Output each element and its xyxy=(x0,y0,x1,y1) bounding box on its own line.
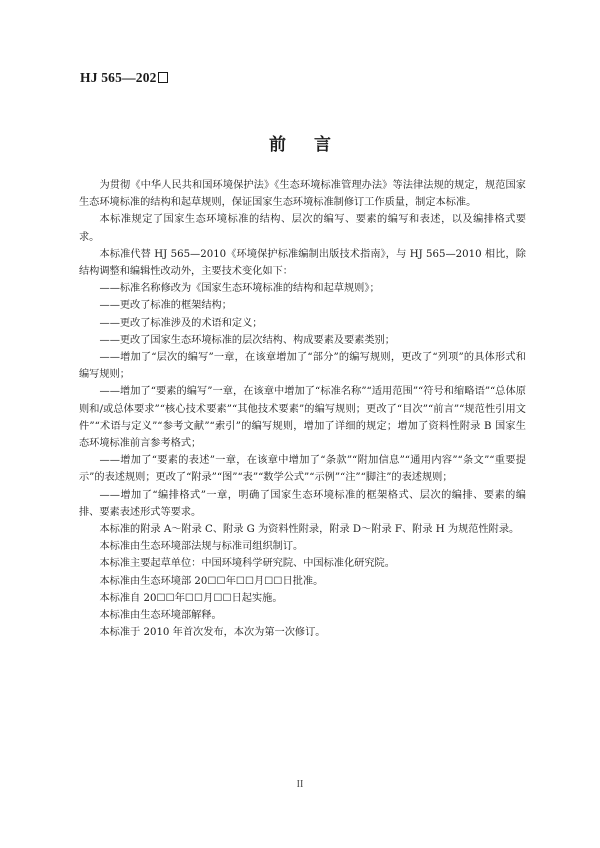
paragraph-history: 本标准于 2010 年首次发布，本次为第一次修订。 xyxy=(99,627,326,639)
paragraph-drafters: 本标准主要起草单位：中国环境科学研究院、中国标准化研究院。 xyxy=(99,558,395,570)
standard-code-text: HJ 565—202 xyxy=(80,70,157,85)
page-number: II xyxy=(296,779,304,790)
change-item: ——增加了“编排格式”一章，明确了国家生态环境标准的框架格式、层次的编排、要素的编排、要素表述形式等要求。 xyxy=(79,489,526,518)
change-item: ——增加了“层次的编写”一章，在该章增加了“部分”的编写规则，更改了“列项”的具体形式和编写规则； xyxy=(79,352,526,381)
paragraph-effective-date: 本标准自 20☐☐年☐☐月☐☐日起实施。 xyxy=(99,592,283,604)
foreword-body xyxy=(79,177,526,641)
change-item: ——增加了“要素的表述”一章，在该章中增加了“条款”“附加信息”“通用内容”“条文”“重要提示”的表述规则；更改了“附录”“图”“表”“数学公式”“示例”“注”“脚注”的表述规则； xyxy=(79,455,526,484)
change-item: ——标准名称修改为《国家生态环境标准的结构和起草规则》； xyxy=(99,283,380,295)
change-item: ——更改了国家生态环境标准的层次结构、构成要素及要素类别； xyxy=(99,334,395,346)
standard-code xyxy=(80,70,168,86)
change-item: ——更改了标准涉及的术语和定义； xyxy=(99,317,263,329)
paragraph-purpose: 为贯彻《中华人民共和国环境保护法》《生态环境标准管理办法》等法律法规的规定，规范国家生态环境标准的结构和起草规则，保证国家生态环境标准制修订工作质量，制定本标准。 xyxy=(79,180,526,209)
paragraph-approval-date: 本标准由生态环境部 20☐☐年☐☐月☐☐日批准。 xyxy=(99,575,324,587)
placeholder-box-icon xyxy=(158,72,168,83)
change-item: ——更改了标准的框架结构； xyxy=(99,300,232,312)
page-title: 前 言 xyxy=(269,135,342,155)
paragraph-organizer: 本标准由生态环境部法规与标准司组织制订。 xyxy=(99,541,304,553)
paragraph-replacement: 本标准代替 HJ 565—2010《环境保护标准编制出版技术指南》，与 HJ 565—2010 相比，除结构调整和编辑性改动外，主要技术变化如下： xyxy=(79,248,526,278)
paragraph-appendices: 本标准的附录 A～附录 C、附录 G 为资料性附录，附录 D～附录 F、附录 H 为规范性附录。 xyxy=(99,524,520,536)
change-item: ——增加了“要素的编写”一章，在该章中增加了“标准名称”“适用范围”“符号和缩略语”“总体原则和/或总体要求”“核心技术要素”“其他技术要素”的编写规则；更改了“目次”“前言”“规范性引用文件”“术语与定义”“参考文献”“索引”的编写规则，增加了详细的规定；增加了资料性附录 B 国家生态环境标准前言参考格式； xyxy=(79,386,526,450)
paragraph-interpretation: 本标准由生态环境部解释。 xyxy=(99,610,222,622)
paragraph-scope: 本标准规定了国家生态环境标准的结构、层次的编写、要素的编写和表述，以及编排格式要求。 xyxy=(79,214,526,243)
